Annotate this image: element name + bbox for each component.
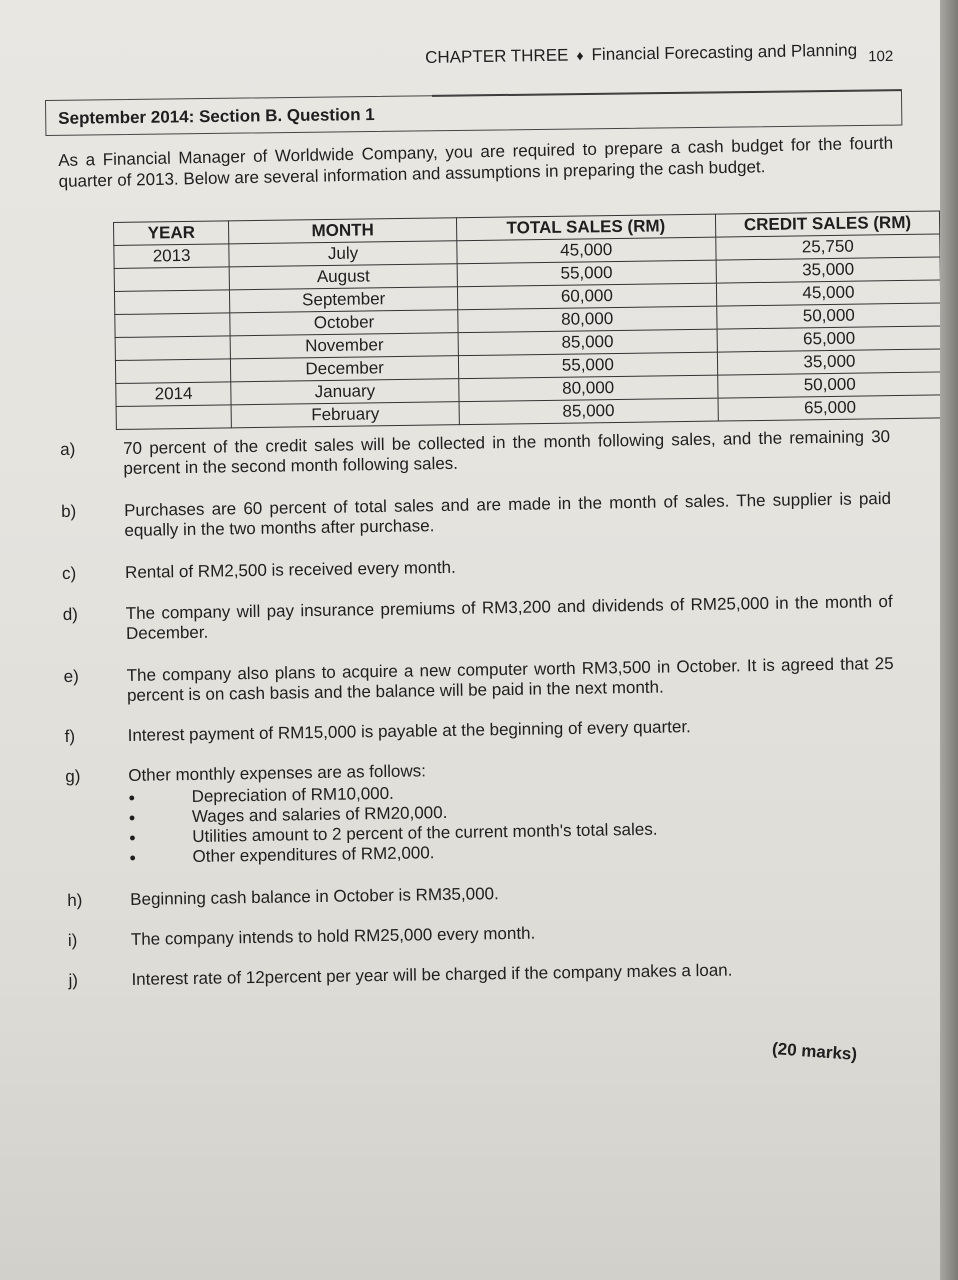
- cell-total: 55,000: [458, 352, 717, 379]
- cell-credit: 25,750: [716, 234, 940, 260]
- item-text: The company intends to hold RM25,000 every month.: [130, 923, 536, 949]
- item-label: g): [65, 766, 81, 786]
- assumption-b: [61, 489, 892, 542]
- cell-total: 85,000: [459, 398, 718, 425]
- cell-credit: 35,000: [716, 257, 940, 283]
- cell-year: 2013: [114, 244, 230, 269]
- cell-year: 2014: [116, 382, 232, 407]
- assumption-h: [67, 878, 897, 911]
- sales-table: [113, 210, 943, 430]
- cell-credit: 50,000: [717, 303, 941, 329]
- cell-month: October: [230, 310, 458, 336]
- cell-month: July: [229, 241, 457, 267]
- item-label: e): [63, 666, 79, 686]
- intro-paragraph: As a Financial Manager of Worldwide Company, you are required to prepare a cash budget for the fourth quarter of 2013. Below are several information and assumptions in preparing the cash budget.: [58, 133, 894, 191]
- chapter-label: CHAPTER THREE: [425, 45, 569, 67]
- cell-total: 45,000: [457, 237, 716, 264]
- cell-month: December: [231, 356, 459, 382]
- cell-year: [114, 267, 230, 292]
- item-label: i): [67, 930, 78, 950]
- cell-total: 85,000: [458, 329, 717, 356]
- assumption-i: [68, 918, 898, 951]
- item-label: a): [60, 439, 76, 459]
- page-edge-shadow: [940, 0, 958, 1280]
- item-text: Purchases are 60 percent of total sales and are made in the month of sales. The supplier is paid equally in the two months after purchase.: [123, 488, 892, 540]
- cell-year: [115, 359, 231, 384]
- assumption-e: [64, 654, 895, 707]
- item-text: Interest payment of RM15,000 is payable at the beginning of every quarter.: [127, 717, 691, 745]
- item-label: b): [60, 501, 77, 521]
- cell-credit: 50,000: [718, 372, 942, 398]
- item-label: d): [62, 604, 79, 624]
- item-text: Rental of RM2,500 is received every month.: [124, 557, 456, 582]
- assumption-a: [60, 427, 891, 480]
- expenses-list: [128, 776, 896, 868]
- cell-total: 80,000: [458, 306, 717, 333]
- cell-year: [116, 405, 232, 430]
- header-credit-sales: CREDIT SALES (RM): [715, 211, 939, 237]
- diamond-separator: ♦: [576, 47, 584, 64]
- cell-credit: 45,000: [716, 280, 940, 306]
- item-label: c): [61, 563, 77, 583]
- cell-credit: 65,000: [717, 326, 941, 352]
- item-label: h): [67, 890, 83, 910]
- section-title: September 2014: Section B. Question 1: [58, 104, 375, 128]
- assumption-c: [62, 551, 892, 584]
- list-item: • Other expenditures of RM2,000.: [129, 836, 896, 868]
- cell-credit: 65,000: [718, 395, 942, 421]
- item-text: The company also plans to acquire a new computer worth RM3,500 in October. It is agreed that 25 percent is on cash basis and the balance will be paid in the next month.: [126, 653, 894, 705]
- cell-total: 55,000: [457, 260, 716, 287]
- header-year: YEAR: [114, 221, 230, 246]
- header-total-sales: TOTAL SALES (RM): [456, 214, 715, 241]
- item-label: f): [64, 726, 76, 746]
- item-text: Interest rate of 12percent per year will be charged if the company makes a loan.: [131, 960, 733, 989]
- assumption-d: [63, 592, 894, 645]
- chapter-title: Financial Forecasting and Planning: [591, 40, 858, 65]
- list-item: • Wages and salaries of RM20,000.: [129, 796, 896, 828]
- list-item: • Utilities amount to 2 percent of the current month's total sales.: [129, 816, 896, 848]
- running-head: [425, 40, 895, 68]
- list-item: • Depreciation of RM10,000.: [128, 776, 895, 808]
- cell-credit: 35,000: [717, 349, 941, 375]
- item-text: Other monthly expenses are as follows:: [128, 761, 427, 785]
- cell-month: February: [231, 402, 459, 428]
- item-text: Beginning cash balance in October is RM35,000.: [130, 884, 499, 909]
- section-box: [45, 90, 902, 136]
- item-label: j): [68, 970, 79, 990]
- marks-label: (20 marks): [771, 1039, 858, 1064]
- item-text: 70 percent of the credit sales will be collected in the month following sales, and the remaining 30 percent in the second month following sales.: [122, 426, 891, 479]
- cell-month: January: [231, 379, 459, 405]
- cell-month: September: [230, 287, 458, 313]
- cell-year: [114, 290, 230, 315]
- assumption-g: [65, 754, 896, 869]
- cell-year: [115, 313, 231, 338]
- cell-month: August: [230, 264, 458, 290]
- assumptions-list: [60, 427, 899, 991]
- page-number: 102: [868, 47, 894, 66]
- cell-year: [115, 336, 231, 361]
- cell-total: 80,000: [459, 375, 718, 402]
- assumption-j: [68, 958, 898, 991]
- cell-total: 60,000: [457, 283, 716, 310]
- header-month: MONTH: [229, 218, 457, 244]
- assumption-f: [65, 714, 895, 747]
- cell-month: November: [230, 333, 458, 359]
- item-text: The company will pay insurance premiums of RM3,200 and dividends of RM25,000 in the month of December.: [125, 591, 893, 643]
